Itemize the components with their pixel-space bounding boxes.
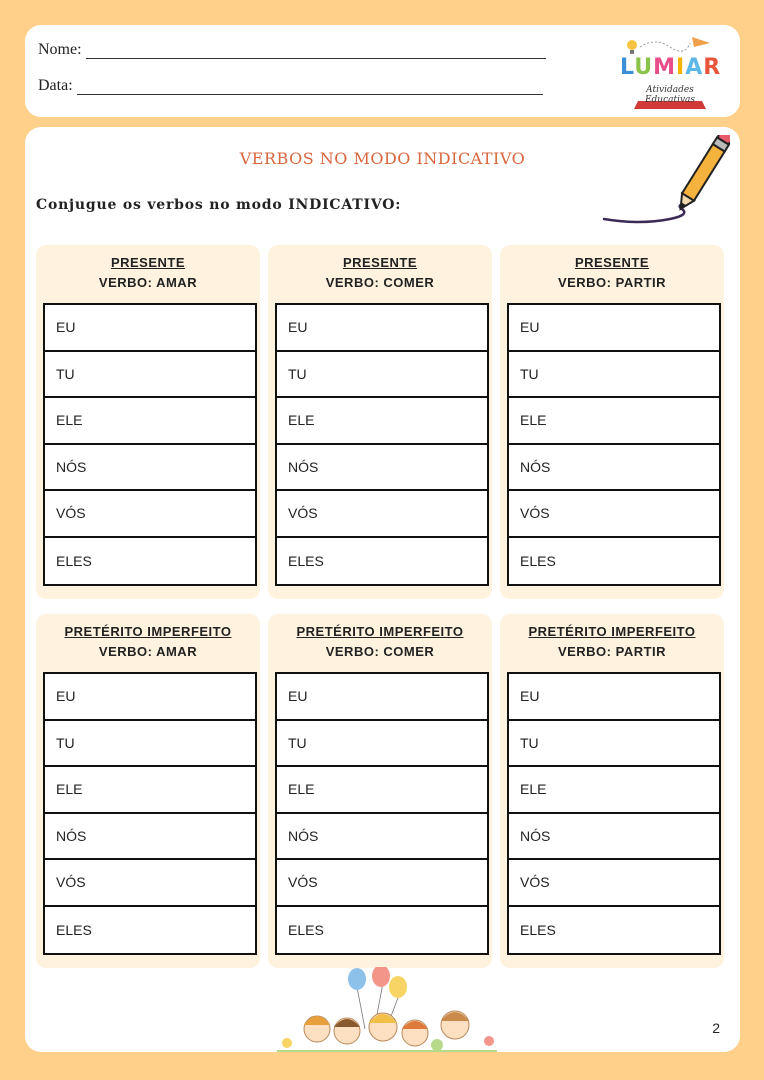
logo-subtitle: Atividades Educativas bbox=[644, 85, 696, 105]
date-label: Data: bbox=[38, 77, 73, 94]
panel-tense: PRESENTE bbox=[574, 255, 650, 270]
conjugation-table bbox=[507, 672, 721, 955]
conjugation-row-eles[interactable]: ELES bbox=[56, 552, 92, 569]
worksheet-card bbox=[25, 127, 740, 1052]
conjugation-row-tu[interactable]: TU bbox=[509, 721, 719, 768]
panel-tense: PRETÉRITO IMPERFEITO bbox=[528, 624, 696, 639]
conjugation-row-vos[interactable]: VÓS bbox=[277, 860, 487, 907]
panel-verb: VERBO: PARTIR bbox=[557, 275, 667, 290]
lumiar-logo bbox=[620, 33, 720, 115]
name-field-row bbox=[38, 41, 546, 59]
conjugation-row-ele[interactable]: ELE bbox=[277, 398, 487, 445]
panel-tense: PRESENTE bbox=[342, 255, 418, 270]
panel-tense: PRESENTE bbox=[110, 255, 186, 270]
conjugation-row-vos[interactable]: VÓS bbox=[45, 491, 255, 538]
page-number: 2 bbox=[712, 1020, 720, 1036]
conjugation-row-eles[interactable]: ELES bbox=[288, 921, 324, 938]
conjugation-row-eu[interactable]: EU bbox=[45, 305, 255, 352]
conjugation-row-ele[interactable]: ELE bbox=[509, 767, 719, 814]
panel-tense: PRETÉRITO IMPERFEITO bbox=[64, 624, 232, 639]
conjugation-row-tu[interactable]: TU bbox=[509, 352, 719, 399]
conjugation-table bbox=[507, 303, 721, 586]
conjugation-row-eles[interactable]: ELES bbox=[56, 921, 92, 938]
conjugation-row-tu[interactable]: TU bbox=[277, 721, 487, 768]
panel-presente-partir bbox=[500, 245, 724, 599]
name-label: Nome: bbox=[38, 41, 82, 58]
panel-verb: VERBO: COMER bbox=[325, 275, 435, 290]
name-input-line[interactable] bbox=[86, 44, 546, 59]
conjugation-row-eu[interactable]: EU bbox=[277, 674, 487, 721]
panel-imperfeito-partir bbox=[500, 614, 724, 968]
conjugation-table bbox=[43, 672, 257, 955]
conjugation-table bbox=[275, 303, 489, 586]
conjugation-row-nos[interactable]: NÓS bbox=[277, 814, 487, 861]
conjugation-row-eles[interactable]: ELES bbox=[520, 921, 556, 938]
logo-word: LUMIAR bbox=[620, 55, 722, 80]
panel-presente-amar bbox=[36, 245, 260, 599]
conjugation-row-nos[interactable]: NÓS bbox=[509, 445, 719, 492]
conjugation-row-vos[interactable]: VÓS bbox=[277, 491, 487, 538]
conjugation-row-vos[interactable]: VÓS bbox=[509, 860, 719, 907]
panel-verb: VERBO: COMER bbox=[325, 644, 435, 659]
worksheet-instruction: Conjugue os verbos no modo INDICATIVO: bbox=[36, 197, 402, 213]
conjugation-row-eles[interactable]: ELES bbox=[288, 552, 324, 569]
date-field-row bbox=[38, 77, 543, 95]
conjugation-row-nos[interactable]: NÓS bbox=[45, 814, 255, 861]
conjugation-row-vos[interactable]: VÓS bbox=[45, 860, 255, 907]
conjugation-row-eu[interactable]: EU bbox=[509, 305, 719, 352]
conjugation-row-tu[interactable]: TU bbox=[277, 352, 487, 399]
conjugation-row-tu[interactable]: TU bbox=[45, 352, 255, 399]
conjugation-row-ele[interactable]: ELE bbox=[509, 398, 719, 445]
panel-presente-comer bbox=[268, 245, 492, 599]
conjugation-row-ele[interactable]: ELE bbox=[45, 767, 255, 814]
panel-imperfeito-amar bbox=[36, 614, 260, 968]
conjugation-row-eles[interactable]: ELES bbox=[520, 552, 556, 569]
panel-verb: VERBO: AMAR bbox=[98, 644, 198, 659]
pencil-icon bbox=[600, 135, 730, 225]
conjugation-row-vos[interactable]: VÓS bbox=[509, 491, 719, 538]
kids-balloons-illustration-icon bbox=[257, 967, 507, 1052]
date-input-line[interactable] bbox=[77, 80, 543, 95]
conjugation-row-nos[interactable]: NÓS bbox=[45, 445, 255, 492]
header-card bbox=[25, 25, 740, 117]
conjugation-table bbox=[275, 672, 489, 955]
conjugation-row-eu[interactable]: EU bbox=[45, 674, 255, 721]
conjugation-row-eu[interactable]: EU bbox=[277, 305, 487, 352]
conjugation-row-eu[interactable]: EU bbox=[509, 674, 719, 721]
panel-tense: PRETÉRITO IMPERFEITO bbox=[296, 624, 464, 639]
panel-verb: VERBO: PARTIR bbox=[557, 644, 667, 659]
conjugation-row-nos[interactable]: NÓS bbox=[277, 445, 487, 492]
conjugation-row-nos[interactable]: NÓS bbox=[509, 814, 719, 861]
conjugation-table bbox=[43, 303, 257, 586]
conjugation-row-ele[interactable]: ELE bbox=[277, 767, 487, 814]
worksheet-title: VERBOS NO MODO INDICATIVO bbox=[239, 149, 526, 168]
conjugation-row-ele[interactable]: ELE bbox=[45, 398, 255, 445]
panel-verb: VERBO: AMAR bbox=[98, 275, 198, 290]
panel-imperfeito-comer bbox=[268, 614, 492, 968]
conjugation-row-tu[interactable]: TU bbox=[45, 721, 255, 768]
